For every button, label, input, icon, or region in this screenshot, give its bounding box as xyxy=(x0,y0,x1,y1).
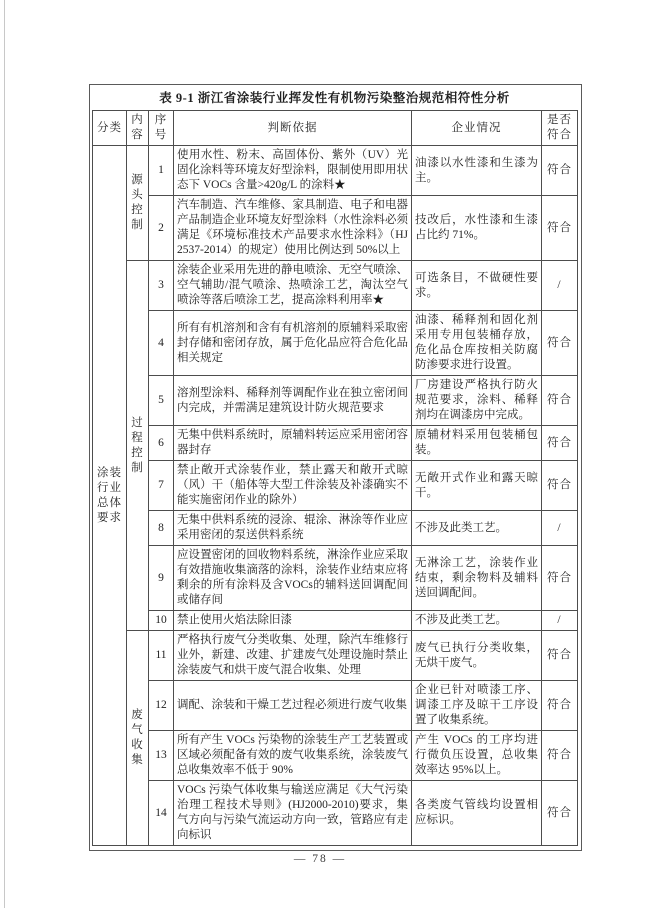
row-number: 13 xyxy=(149,731,174,781)
criterion-cell: 溶剂型涂料、稀释剂等调配作业在独立密闭间内完成，并需满足建筑设计防火规范要求 xyxy=(174,376,412,426)
criterion-cell: 所有有机溶剂和含有有机溶剂的原辅料采取密封存储和密闭存放，属于危化品应符合危化品相关规定 xyxy=(174,311,412,376)
row-number: 8 xyxy=(149,511,174,546)
table-row xyxy=(93,511,578,546)
situation-cell: 无淋涂工艺，涂装作业结束，剩余物料及辅料送回调配间。 xyxy=(412,546,542,611)
row-number: 5 xyxy=(149,376,174,426)
group-cell-gas-collection: 废气收集 xyxy=(127,631,149,846)
compliance-cell: 符合 xyxy=(542,146,578,196)
table-row xyxy=(93,631,578,681)
situation-cell: 不涉及此类工艺。 xyxy=(412,511,542,546)
page-number: — 78 — xyxy=(293,853,347,865)
compliance-cell: 符合 xyxy=(542,196,578,261)
table-row xyxy=(93,461,578,511)
compliance-cell: 符合 xyxy=(542,781,578,846)
compliance-cell: / xyxy=(542,511,578,546)
row-number: 3 xyxy=(149,261,174,311)
compliance-cell: 符合 xyxy=(542,461,578,511)
situation-cell: 油漆、稀释剂和固化剂采用专用包装桶存放，危化品仓库按相关防腐防渗要求进行设置。 xyxy=(412,311,542,376)
compliance-cell: 符合 xyxy=(542,376,578,426)
situation-cell: 油漆以水性漆和生漆为主。 xyxy=(412,146,542,196)
group-cell-process-control: 过程控制 xyxy=(127,261,149,631)
situation-cell: 技改后，水性漆和生漆占比约 71%。 xyxy=(412,196,542,261)
compliance-cell: / xyxy=(542,611,578,631)
table-row xyxy=(93,376,578,426)
scan-edge-line xyxy=(4,0,5,908)
situation-cell: 产生 VOCs 的工序均进行微负压设置，总收集效率达 95%以上。 xyxy=(412,731,542,781)
table-row xyxy=(93,146,578,196)
situation-cell: 各类废气管线均设置相应标识。 xyxy=(412,781,542,846)
compliance-cell: 符合 xyxy=(542,426,578,461)
row-number: 10 xyxy=(149,611,174,631)
criterion-cell: 禁止使用火焰法除旧漆 xyxy=(174,611,412,631)
table-frame xyxy=(89,84,582,851)
table-row xyxy=(93,731,578,781)
table-row xyxy=(93,261,578,311)
table-row xyxy=(93,426,578,461)
compliance-cell: 符合 xyxy=(542,681,578,731)
table-row xyxy=(93,611,578,631)
situation-cell: 可选条目，不做硬性要求。 xyxy=(412,261,542,311)
table-row xyxy=(93,781,578,846)
group-cell-source-control: 源头控制 xyxy=(127,146,149,261)
row-number: 14 xyxy=(149,781,174,846)
compliance-cell: 符合 xyxy=(542,731,578,781)
row-number: 9 xyxy=(149,546,174,611)
compliance-table xyxy=(92,110,578,846)
category-cell: 涂装行业总体要求 xyxy=(93,146,127,846)
table-row xyxy=(93,546,578,611)
header-no: 序号 xyxy=(149,111,174,146)
criterion-cell: 汽车制造、汽车维修、家具制造、电子和电器产品制造企业环境友好型涂料（水性涂料必须满足《环境标准技术产品要求水性涂料》（HJ 2537-2014）的规定）使用比例达到 50%以上 xyxy=(174,196,412,261)
criterion-cell: VOCs 污染气体收集与输送应满足《大气污染治理工程技术导则》(HJ2000-2010)要求，集气方向与污染气流运动方向一致，管路应有走向标识 xyxy=(174,781,412,846)
criterion-cell: 无集中供料系统的浸涂、辊涂、淋涂等作业应采用密闭的泵送供料系统 xyxy=(174,511,412,546)
situation-cell: 不涉及此类工艺。 xyxy=(412,611,542,631)
criterion-cell: 涂装企业采用先进的静电喷涂、无空气喷涂、空气辅助/混气喷涂、热喷涂工艺，淘汰空气喷涂等落后喷涂工艺，提高涂料利用率★ xyxy=(174,261,412,311)
header-compliance: 是否符合 xyxy=(542,111,578,146)
row-number: 12 xyxy=(149,681,174,731)
header-situation: 企业情况 xyxy=(412,111,542,146)
criterion-cell: 使用水性、粉末、高固体份、紫外（UV）光固化涂料等环境友好型涂料，限制使用即用状态下 VOCs 含量>420g/L 的涂料★ xyxy=(174,146,412,196)
criterion-cell: 禁止敞开式涂装作业，禁止露天和敞开式晾（风）干（船体等大型工件涂装及补漆确实不能实施密闭作业的除外） xyxy=(174,461,412,511)
criterion-cell: 调配、涂装和干燥工艺过程必须进行废气收集 xyxy=(174,681,412,731)
row-number: 11 xyxy=(149,631,174,681)
header-criterion: 判断依据 xyxy=(174,111,412,146)
row-number: 6 xyxy=(149,426,174,461)
compliance-cell: / xyxy=(542,261,578,311)
header-row xyxy=(93,111,578,146)
situation-cell: 企业已针对喷漆工序、调漆工序及晾干工序设置了收集系统。 xyxy=(412,681,542,731)
header-category: 分类 xyxy=(93,111,127,146)
header-content: 内容 xyxy=(127,111,149,146)
compliance-cell: 符合 xyxy=(542,311,578,376)
table-row xyxy=(93,311,578,376)
criterion-cell: 严格执行废气分类收集、处理，除汽车维修行业外，新建、改建、扩建废气处理设施时禁止涂装废气和烘干废气混合收集、处理 xyxy=(174,631,412,681)
compliance-cell: 符合 xyxy=(542,546,578,611)
table-row xyxy=(93,681,578,731)
criterion-cell: 所有产生 VOCs 污染物的涂装生产工艺装置或区域必须配备有效的废气收集系统，涂装废气总收集效率不低于 90% xyxy=(174,731,412,781)
criterion-cell: 应设置密闭的回收物料系统，淋涂作业应采取有效措施收集滴落的涂料，涂装作业结束应将剩余的所有涂料及含VOCs的辅料送回调配间或储存间 xyxy=(174,546,412,611)
table-row xyxy=(93,196,578,261)
row-number: 7 xyxy=(149,461,174,511)
criterion-cell: 无集中供料系统时，原辅料转运应采用密闭容器封存 xyxy=(174,426,412,461)
situation-cell: 厂房建设严格执行防火规范要求，涂料、稀释剂均在调漆房中完成。 xyxy=(412,376,542,426)
situation-cell: 原辅材料采用包装桶包装。 xyxy=(412,426,542,461)
situation-cell: 废气已执行分类收集，无烘干废气。 xyxy=(412,631,542,681)
row-number: 4 xyxy=(149,311,174,376)
compliance-cell: 符合 xyxy=(542,631,578,681)
row-number: 2 xyxy=(149,196,174,261)
table-title: 表 9-1 浙江省涂装行业挥发性有机物污染整治规范相符性分析 xyxy=(159,91,510,105)
situation-cell: 无敞开式作业和露天晾干。 xyxy=(412,461,542,511)
row-number: 1 xyxy=(149,146,174,196)
